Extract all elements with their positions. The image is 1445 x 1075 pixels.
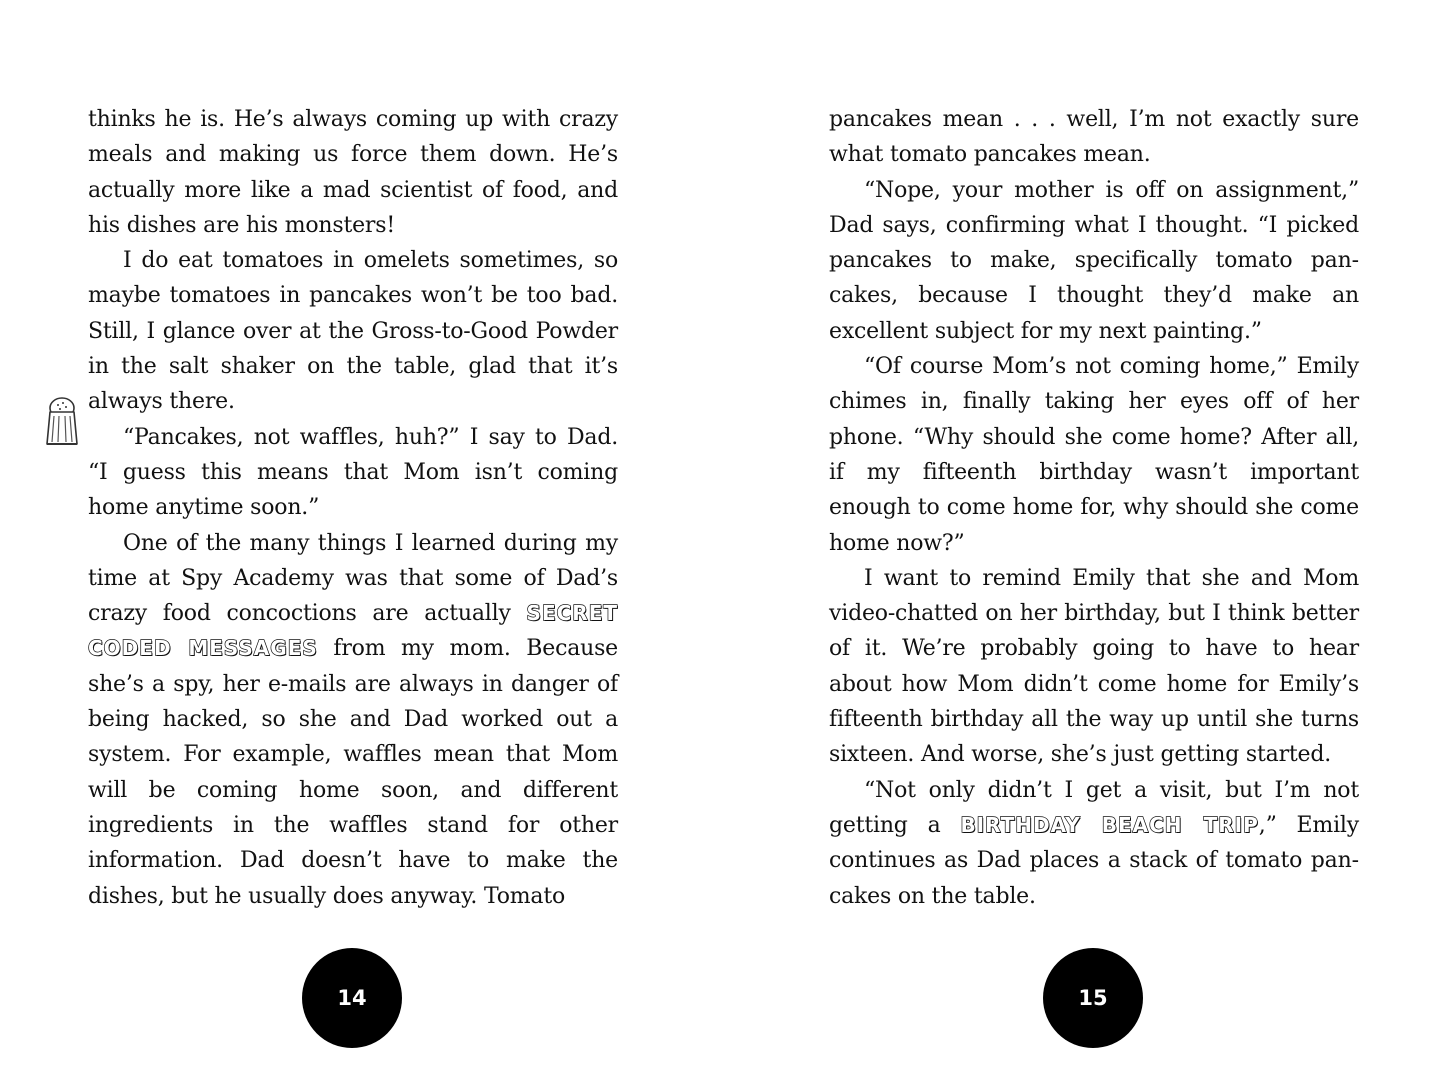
paragraph bbox=[88, 420, 618, 526]
paragraph bbox=[829, 173, 1359, 349]
paragraph bbox=[88, 243, 618, 419]
page-number-badge: 15 bbox=[1043, 948, 1143, 1048]
page-number-badge: 14 bbox=[302, 948, 402, 1048]
salt-shaker-icon bbox=[44, 396, 80, 448]
emphasis-text: SECRET CODED MESSAGES bbox=[88, 601, 618, 661]
paragraph bbox=[829, 561, 1359, 773]
paragraph bbox=[829, 349, 1359, 561]
paragraph-text: I do eat tomatoes in omelets sometimes, so maybe tomatoes in pancakes won’t be too bad. Still, I glance over at the Gross-to-Good Powder in the salt shaker on the table, glad that it’s always there. bbox=[88, 248, 618, 415]
paragraph-text: thinks he is. He’s always coming up with crazy meals and making us force them down. He’s actually more like a mad scientist of food, and his dishes are his monsters! bbox=[88, 107, 618, 238]
paragraph bbox=[829, 773, 1359, 914]
paragraph-text: One of the many things I learned during my time at Spy Academy was that some of Dad’s crazy food concoctions are actually bbox=[88, 530, 618, 627]
paragraph-text: pancakes mean . . . well, I’m not exactly sure what tomato pancakes mean. bbox=[829, 107, 1359, 168]
paragraph-text: from my mom. Because she’s a spy, her e-mails are always in danger of being hacked, so she and Dad worked out a system. For example, waffles mean that Mom will be coming home soon, and different ingredients in the waffles stand for other information. Dad doesn’t have to make the dishes, but he usually does anyway. Tomato bbox=[88, 636, 618, 909]
left-page-text bbox=[88, 102, 618, 914]
paragraph bbox=[88, 526, 618, 914]
right-page bbox=[722, 0, 1445, 1075]
paragraph bbox=[88, 102, 618, 243]
paragraph-text: “Nope, your mother is off on assignment,” Dad says, confirming what I thought. “I picked pancakes to make, specifically tomato pancakes, because I thought they’d make an excellent subject for my next painting.” bbox=[829, 177, 1359, 344]
paragraph-text: ,” Emily continues as Dad places a stack of tomato pancakes on the table. bbox=[829, 812, 1359, 909]
paragraph-text: “Not only didn’t I get a visit, but I’m not getting a bbox=[829, 777, 1359, 838]
paragraph bbox=[829, 102, 1359, 173]
paragraph-text: I want to remind Emily that she and Mom video-chatted on her birthday, but I think better of it. We’re probably going to have to hear about how Mom didn’t come home for Emily’s fifteenth birthday all the way up until she turns sixteen. And worse, she’s just getting started. bbox=[829, 565, 1359, 768]
right-page-text bbox=[829, 102, 1359, 914]
left-page bbox=[0, 0, 722, 1075]
paragraph-text: “Of course Mom’s not coming home,” Emily chimes in, finally taking her eyes off of her phone. “Why should she come home? After all, if my fifteenth birthday wasn’t important enough to come home for, why should she come home now?” bbox=[829, 354, 1359, 556]
paragraph-text: “Pancakes, not waffles, huh?” I say to Dad. “I guess this means that Mom isn’t coming home anytime soon.” bbox=[88, 424, 618, 521]
emphasis-text: BIRTHDAY BEACH TRIP bbox=[960, 812, 1259, 837]
